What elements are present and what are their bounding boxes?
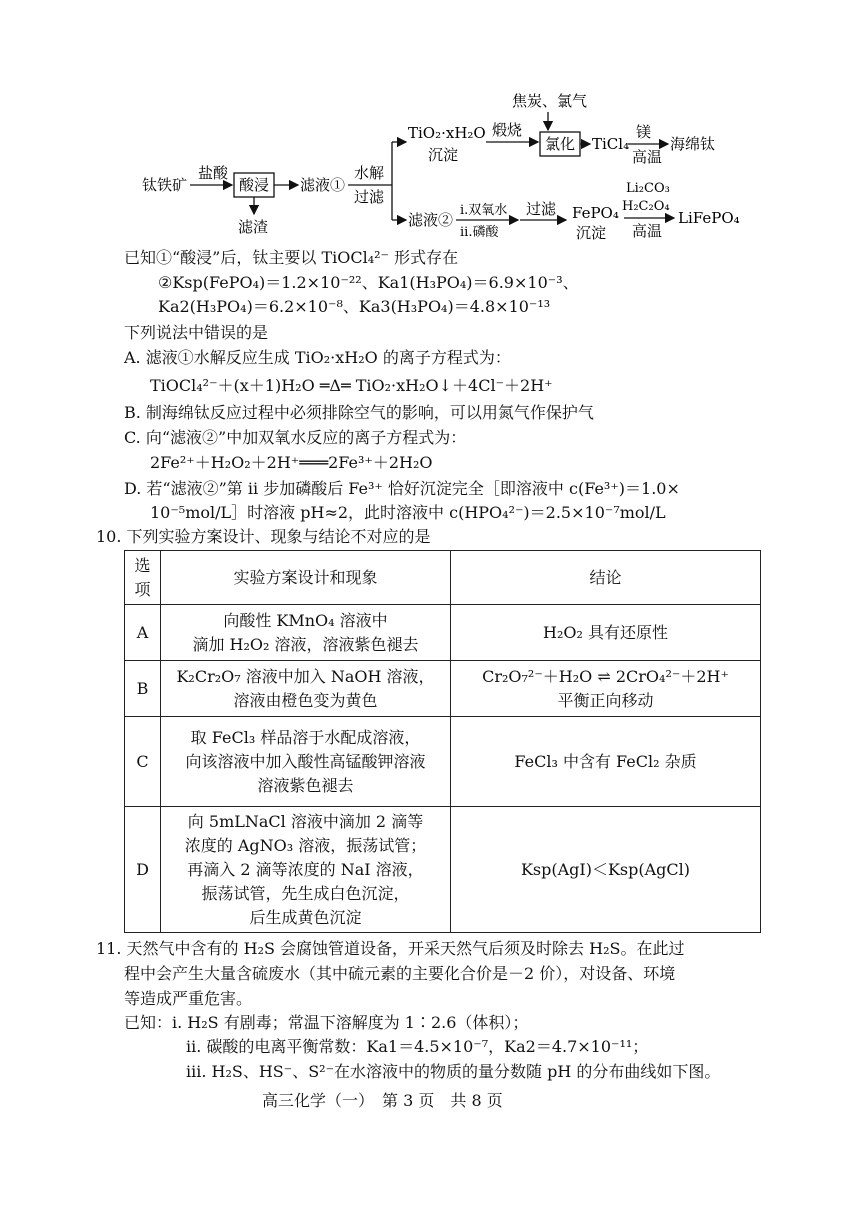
flow-chlorinate: 氯化: [545, 135, 576, 153]
row-conclusion: [451, 717, 761, 807]
q11-known-ii: ⅱ. 碳酸的电离平衡常数：Ka1＝4.5×10⁻⁷，Ka2＝4.7×10⁻¹¹；: [186, 1037, 649, 1056]
experiment-table: [124, 550, 761, 933]
design-line: 溶液由橙色变为黄色: [233, 690, 378, 710]
flow-precip2: 沉淀: [576, 224, 607, 240]
row-option: D: [125, 807, 161, 933]
q9-known-3: Ka2(H₃PO₄)＝6.2×10⁻⁸、Ka3(H₃PO₄)＝4.8×10⁻¹³: [158, 297, 551, 316]
q9-option-c: C. 向“滤液②”中加双氧水反应的离子方程式为：: [124, 428, 467, 447]
design-line: 滴加 H₂O₂ 溶液，溶液紫色褪去: [192, 634, 419, 654]
design-line: 振荡试管，先生成白色沉淀，: [201, 883, 410, 903]
flow-sponge-ti: 海绵钛: [670, 135, 716, 153]
row-design: [161, 605, 451, 661]
row-option: B: [125, 661, 161, 717]
q10-stem: 10. 下列实验方案设计、现象与结论不对应的是: [96, 527, 431, 546]
conclusion-line: Cr₂O₇²⁻＋H₂O ⇌ 2CrO₄²⁻＋2H⁺: [482, 666, 729, 686]
design-line: 向 5mLNaCl 溶液中滴加 2 滴等: [187, 811, 424, 831]
flow-lifepo4: LiFePO₄: [678, 209, 740, 227]
row-design: [161, 717, 451, 807]
flow-high-temp1: 高温: [632, 148, 663, 166]
process-flowchart: [120, 90, 760, 240]
flow-coke-chlorine: 焦炭、氯气: [512, 92, 588, 110]
flow-li2co3: Li₂CO₃: [626, 181, 670, 196]
flow-h2c2o4: H₂C₂O₄: [622, 199, 670, 214]
conclusion-line: Ksp(AgI)＜Ksp(AgCl): [520, 859, 691, 879]
q11-line1: 11. 天然气中含有的 H₂S 会腐蚀管道设备，开采天然气后须及时除去 H₂S。在此过: [96, 939, 685, 958]
design-line: 后生成黄色沉淀: [249, 907, 362, 927]
conclusion-line: FeCl₃ 中含有 FeCl₂ 杂质: [514, 751, 697, 771]
row-design: [161, 661, 451, 717]
table-row: [125, 605, 761, 661]
table-row: [125, 661, 761, 717]
flow-calcine: 煅烧: [492, 121, 523, 139]
q9-option-b: B. 制海绵钛反应过程中必须排除空气的影响，可以用氮气作保护气: [124, 403, 594, 422]
row-conclusion: [451, 807, 761, 933]
conclusion-line: 平衡正向移动: [557, 690, 654, 710]
q11-line2: 程中会产生大量含硫废水（其中硫元素的主要化合价是－2 价），对设备、环境: [124, 964, 676, 983]
design-line: 向酸性 KMnO₄ 溶液中: [223, 610, 388, 630]
design-line: 向该溶液中加入酸性高锰酸钾溶液: [185, 751, 426, 771]
flow-fepo4: FePO₄: [572, 204, 619, 222]
q9-option-d-line1: D. 若“滤液②”第 ii 步加磷酸后 Fe³⁺ 恰好沉淀完全［即溶液中 c(Fe³⁺)＝1.0×: [124, 479, 680, 498]
row-option: A: [125, 605, 161, 661]
q9-option-d-line2: 10⁻⁵mol/L］时溶液 pH≈2，此时溶液中 c(HPO₄²⁻)＝2.5×10⁻⁷mol/L: [150, 503, 666, 522]
row-conclusion: [451, 605, 761, 661]
header-option: 选项: [125, 551, 161, 605]
row-option: C: [125, 717, 161, 807]
design-line: K₂Cr₂O₇ 溶液中加入 NaOH 溶液，: [176, 666, 435, 686]
q11-line3: 等造成严重危害。: [124, 989, 253, 1008]
page-footer: 高三化学（一） 第 3 页 共 8 页: [262, 1091, 503, 1110]
flow-filtrate2: 滤液②: [408, 211, 454, 229]
q9-known-2: ②Ksp(FePO₄)＝1.2×10⁻²²、Ka1(H₃PO₄)＝6.9×10⁻³、: [158, 273, 579, 292]
table-row: [125, 717, 761, 807]
q9-known-1: 已知①“酸浸”后，钛主要以 TiOCl₄²⁻ 形式存在: [124, 248, 459, 267]
flow-residue: 滤渣: [238, 218, 269, 236]
q11-known-iii: ⅲ. H₂S、HS⁻、S²⁻在水溶液中的物质的量分数随 pH 的分布曲线如下图。: [186, 1062, 721, 1081]
conclusion-line: H₂O₂ 具有还原性: [543, 622, 668, 642]
q9-option-a: A. 滤液①水解反应生成 TiO₂·xH₂O 的离子方程式为：: [124, 348, 511, 367]
design-line: 取 FeCl₃ 样品溶于水配成溶液，: [190, 727, 421, 747]
row-design: [161, 807, 451, 933]
flow-filter2: 过滤: [526, 200, 557, 218]
design-line: 浓度的 AgNO₃ 溶液，振荡试管；: [184, 835, 427, 855]
flow-tio2: TiO₂·xH₂O: [408, 124, 486, 142]
design-line: 溶液紫色褪去: [257, 775, 354, 795]
q11-known-i: 已知：ⅰ. H₂S 有剧毒；常温下溶解度为 1∶2.6（体积）；: [124, 1013, 529, 1032]
q9-option-a-equation: TiOCl₄²⁻＋(x＋1)H₂O ═Δ═ TiO₂·xH₂O↓＋4Cl⁻＋2H⁺: [150, 376, 553, 395]
flow-acid: 盐酸: [198, 164, 229, 182]
q9-question: 下列说法中错误的是: [124, 323, 269, 342]
q9-option-c-equation: 2Fe²⁺＋H₂O₂＋2H⁺═══2Fe³⁺＋2H₂O: [150, 453, 433, 472]
flow-precip1: 沉淀: [428, 146, 459, 164]
flow-mg: 镁: [636, 123, 652, 141]
flow-filter1: 过滤: [354, 188, 385, 206]
flow-hydrolysis: 水解: [354, 164, 385, 182]
table-header-row: [125, 551, 761, 605]
flow-step-i: i.双氧水: [460, 203, 508, 218]
flow-step-ii: ii.磷酸: [460, 225, 499, 240]
table-row: [125, 807, 761, 933]
header-conclusion: 结论: [451, 551, 761, 605]
flow-ore: 钛铁矿: [142, 176, 188, 194]
flow-high-temp2: 高温: [632, 222, 663, 240]
design-line: 再滴入 2 滴等浓度的 NaI 溶液，: [187, 859, 424, 879]
header-design: 实验方案设计和现象: [161, 551, 451, 605]
row-conclusion: [451, 661, 761, 717]
flow-filtrate1: 滤液①: [300, 176, 346, 194]
flow-leach: 酸浸: [239, 176, 270, 194]
flow-ticl4: TiCl₄: [592, 135, 630, 153]
